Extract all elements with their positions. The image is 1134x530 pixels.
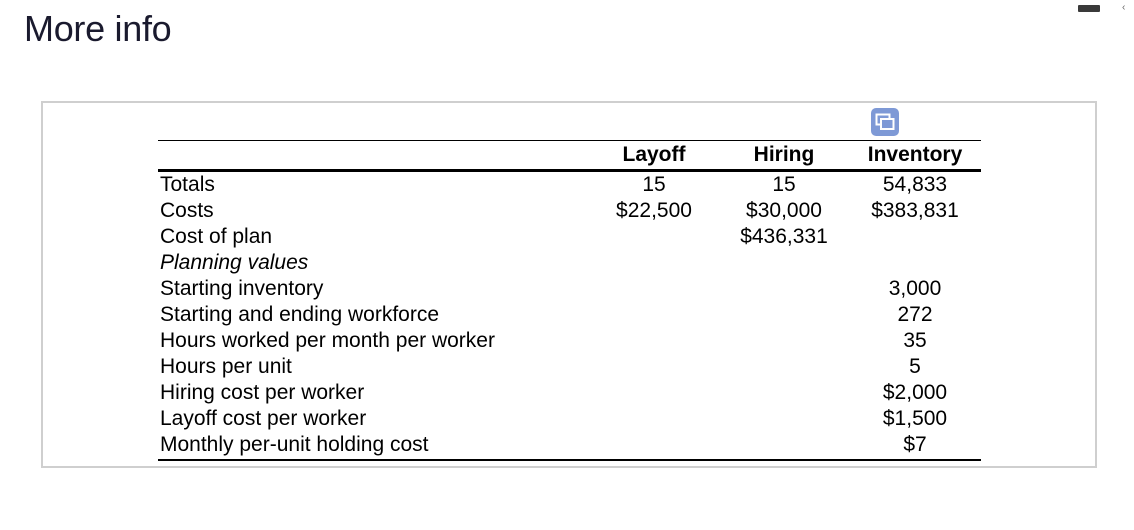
cell-layoff-cost: $1,500 xyxy=(882,407,948,430)
row-label-costs: Costs xyxy=(160,199,214,222)
cell-hiring-cost: $2,000 xyxy=(882,381,948,404)
caret-icon: ‹ xyxy=(1122,2,1126,13)
copy-icon xyxy=(875,113,895,131)
cell-totals-layoff: 15 xyxy=(642,173,666,196)
column-header-inventory: Inventory xyxy=(867,143,963,166)
row-label-totals: Totals xyxy=(160,173,215,196)
row-label-cost-of-plan: Cost of plan xyxy=(160,225,273,248)
row-label-hours-worked: Hours worked per month per worker xyxy=(160,329,495,352)
cell-hours-worked: 35 xyxy=(903,329,927,352)
cell-holding-cost: $7 xyxy=(903,433,927,456)
cell-costs-hiring: $30,000 xyxy=(746,199,822,222)
table-top-rule xyxy=(158,140,981,141)
column-header-hiring: Hiring xyxy=(753,143,815,166)
table-bottom-rule xyxy=(158,459,981,461)
row-label-holding-cost: Monthly per-unit holding cost xyxy=(160,433,429,456)
cell-starting-inventory: 3,000 xyxy=(888,277,942,300)
column-header-layoff: Layoff xyxy=(622,143,686,166)
cell-hours-per-unit: 5 xyxy=(909,355,921,378)
row-label-hiring-cost: Hiring cost per worker xyxy=(160,381,365,404)
row-label-starting-inventory: Starting inventory xyxy=(160,277,324,300)
cell-costs-layoff: $22,500 xyxy=(616,199,692,222)
cell-cost-of-plan: $436,331 xyxy=(740,225,828,248)
cell-costs-inventory: $383,831 xyxy=(871,199,959,222)
minimize-icon[interactable] xyxy=(1078,5,1100,12)
planning-values-heading: Planning values xyxy=(160,251,309,274)
cell-totals-hiring: 15 xyxy=(772,173,796,196)
cell-starting-ending-workforce: 272 xyxy=(897,303,933,326)
row-label-layoff-cost: Layoff cost per worker xyxy=(160,407,367,430)
row-label-starting-ending-workforce: Starting and ending workforce xyxy=(160,303,439,326)
copy-button[interactable] xyxy=(871,108,899,136)
cell-totals-inventory: 54,833 xyxy=(882,173,948,196)
page-title: More info xyxy=(24,8,172,49)
row-label-hours-per-unit: Hours per unit xyxy=(160,355,292,378)
